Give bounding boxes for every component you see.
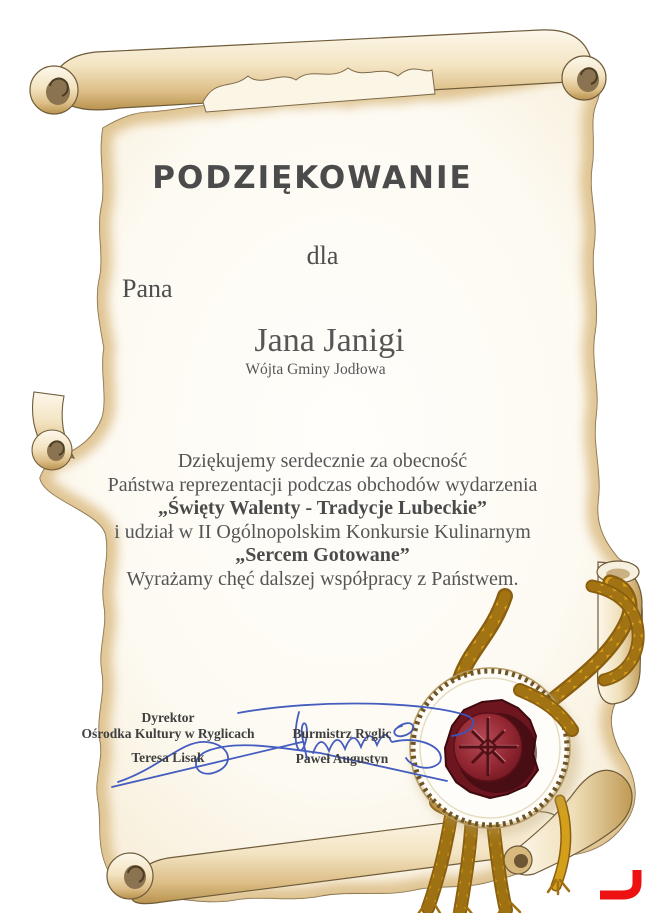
recipient-title: Wójta Gminy Jodłowa: [245, 361, 386, 378]
signer-role: Burmistrz Ryglic: [292, 726, 392, 741]
body-line: Wyrażamy chęć dalszej współpracy z Państwem.: [126, 567, 519, 590]
signature-block-right: [272, 726, 412, 767]
recipient-name: Jana Janigi: [254, 322, 405, 359]
signer-name: Paweł Augustyn: [295, 751, 389, 766]
body-line-event-name: „Święty Walenty - Tradycje Lubeckie”: [158, 497, 487, 519]
body-text: [50, 450, 595, 591]
salutation: Pana: [122, 274, 173, 303]
signer-name: Teresa Lisak: [131, 750, 205, 765]
body-line-contest-name: „Sercem Gotowane”: [235, 544, 410, 566]
body-line: Dziękujemy serdecznie za obecność: [177, 450, 468, 472]
preposition-dla: dla: [306, 241, 339, 270]
body-line: i udział w II Ogólnopolskim Konkursie Kulinarnym: [114, 520, 531, 543]
signer-role: Dyrektor: [141, 710, 195, 725]
signature-block-left: [68, 710, 268, 766]
signer-organization: Ośrodka Kultury w Ryglicach: [81, 726, 255, 741]
body-line: Państwa reprezentacji podczas obchodów wydarzenia: [107, 473, 538, 496]
document-title: PODZIĘKOWANIE: [152, 160, 473, 196]
